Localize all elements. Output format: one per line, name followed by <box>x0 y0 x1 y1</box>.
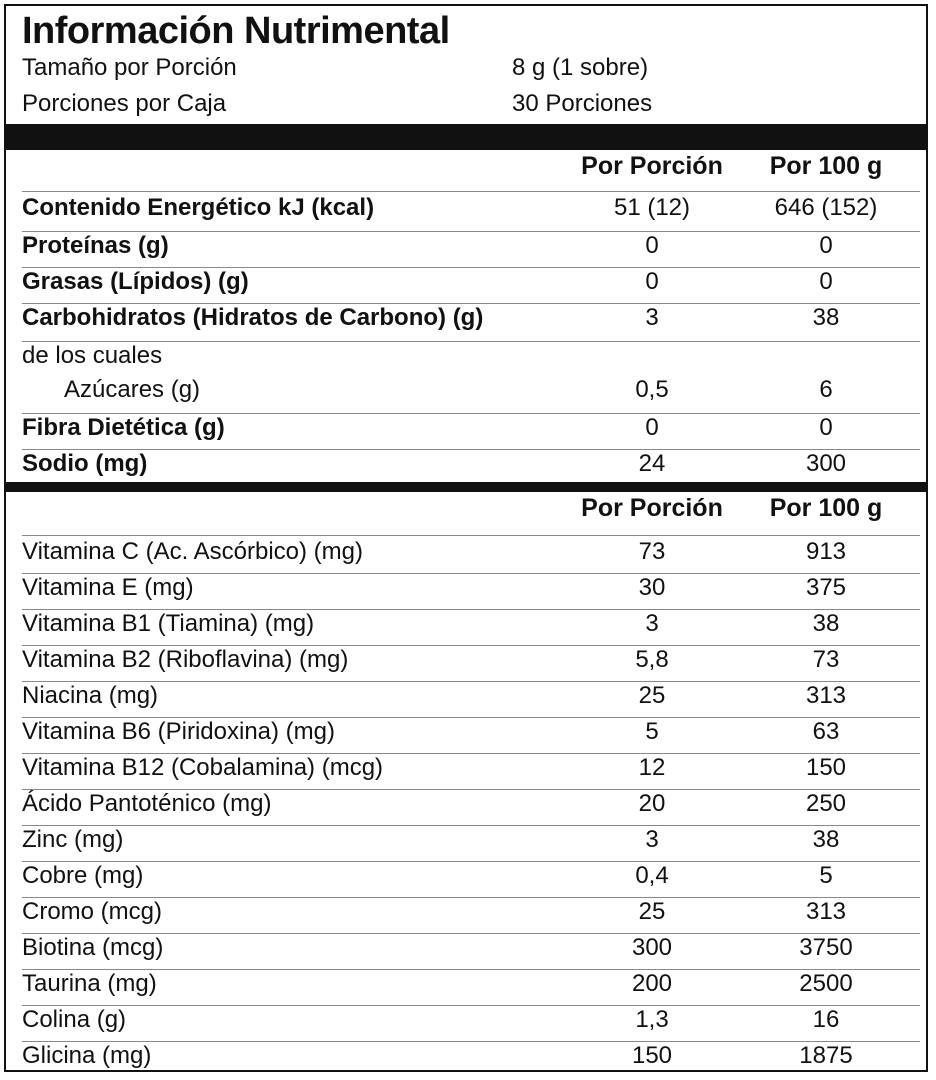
vitamin-row <box>22 826 920 862</box>
column-header-per-100g: Por 100 g <box>769 494 883 522</box>
servings-per-box-value: 30 Porciones <box>512 90 653 117</box>
per-serving-value: 5 <box>645 718 659 745</box>
column-header-row <box>22 494 920 536</box>
vitamin-row <box>22 934 920 970</box>
vitamin-row <box>22 1006 920 1042</box>
per-100g-value: 313 <box>805 898 847 925</box>
per-serving-value: 3 <box>645 610 659 637</box>
vitamin-row <box>22 862 920 898</box>
per-100g-value: 300 <box>805 450 847 477</box>
macro-row <box>22 450 920 482</box>
row-label: Colina (g) <box>22 1006 127 1033</box>
row-label: Fibra Dietética (g) <box>22 414 225 441</box>
serving-size-label: Tamaño por Porción <box>22 54 237 81</box>
per-serving-value: 73 <box>638 538 666 565</box>
vitamin-row <box>22 718 920 754</box>
per-100g-value: 38 <box>812 826 840 853</box>
per-100g-value: 38 <box>812 304 840 331</box>
vitamin-row <box>22 574 920 610</box>
vitamin-row <box>22 970 920 1006</box>
servings-per-box-label: Porciones por Caja <box>22 90 227 117</box>
macro-row <box>22 414 920 450</box>
per-serving-value: 3 <box>645 826 659 853</box>
per-100g-value: 313 <box>805 682 847 709</box>
per-100g-value: 913 <box>805 538 847 565</box>
column-header-row <box>22 152 920 192</box>
row-label: Cromo (mcg) <box>22 898 163 925</box>
per-100g-value: 646 (152) <box>774 194 878 221</box>
row-label: Proteínas (g) <box>22 232 169 259</box>
per-serving-value: 25 <box>638 682 666 709</box>
per-100g-value: 375 <box>805 574 847 601</box>
per-100g-value: 6 <box>819 376 833 403</box>
per-serving-value: 0,5 <box>635 376 669 403</box>
per-serving-value: 20 <box>638 790 666 817</box>
row-label: Taurina (mg) <box>22 970 157 997</box>
macro-row <box>22 194 920 232</box>
row-label: Vitamina B6 (Piridoxina) (mg) <box>22 718 335 745</box>
per-100g-value: 73 <box>812 646 840 673</box>
per-100g-value: 1875 <box>799 1042 853 1069</box>
per-100g-value: 0 <box>819 232 833 259</box>
per-serving-value: 25 <box>638 898 666 925</box>
per-100g-value: 3750 <box>799 934 853 961</box>
row-label: Cobre (mg) <box>22 862 144 889</box>
vitamin-row <box>22 682 920 718</box>
macro-row <box>22 304 920 342</box>
per-serving-value: 30 <box>638 574 666 601</box>
per-100g-value: 0 <box>819 414 833 441</box>
row-label: Azúcares (g) <box>64 376 201 403</box>
section-divider-bar <box>6 482 926 492</box>
row-label: Niacina (mg) <box>22 682 159 709</box>
per-100g-value: 16 <box>812 1006 840 1033</box>
vitamin-row <box>22 538 920 574</box>
per-100g-value: 63 <box>812 718 840 745</box>
per-serving-value: 0 <box>645 232 659 259</box>
serving-size-row <box>22 54 649 82</box>
row-label: Vitamina B12 (Cobalamina) (mcg) <box>22 754 384 781</box>
row-label: Sodio (mg) <box>22 450 148 477</box>
panel-title: Información Nutrimental <box>22 10 450 52</box>
serving-size-value: 8 g (1 sobre) <box>512 54 649 81</box>
per-100g-value: 38 <box>812 610 840 637</box>
vitamin-row <box>22 898 920 934</box>
per-serving-value: 3 <box>645 304 659 331</box>
vitamin-row <box>22 1042 920 1078</box>
row-label: Zinc (mg) <box>22 826 124 853</box>
macro-row <box>22 268 920 304</box>
per-100g-value: 250 <box>805 790 847 817</box>
per-serving-value: 200 <box>631 970 673 997</box>
row-label: Glicina (mg) <box>22 1042 152 1069</box>
per-100g-value: 2500 <box>799 970 853 997</box>
servings-per-box-row <box>22 90 653 118</box>
per-serving-value: 5,8 <box>635 646 669 673</box>
row-label: Grasas (Lípidos) (g) <box>22 268 249 295</box>
row-label: de los cuales <box>22 342 163 369</box>
per-serving-value: 1,3 <box>635 1006 669 1033</box>
nutrition-facts-panel <box>4 4 928 1072</box>
row-label: Vitamina B1 (Tiamina) (mg) <box>22 610 315 637</box>
macro-row <box>22 232 920 268</box>
macro-row <box>22 342 920 376</box>
per-serving-value: 12 <box>638 754 666 781</box>
section-divider-bar <box>6 124 926 150</box>
per-serving-value: 300 <box>631 934 673 961</box>
column-header-per-serving: Por Porción <box>581 152 723 180</box>
per-serving-value: 0,4 <box>635 862 669 889</box>
per-serving-value: 0 <box>645 414 659 441</box>
vitamin-row <box>22 646 920 682</box>
per-100g-value: 5 <box>819 862 833 889</box>
per-100g-value: 150 <box>805 754 847 781</box>
vitamin-row <box>22 754 920 790</box>
per-serving-value: 150 <box>631 1042 673 1069</box>
row-label: Contenido Energético kJ (kcal) <box>22 194 375 221</box>
per-serving-value: 24 <box>638 450 666 477</box>
row-label: Vitamina B2 (Riboflavina) (mg) <box>22 646 349 673</box>
vitamin-row <box>22 610 920 646</box>
per-100g-value: 0 <box>819 268 833 295</box>
row-label: Vitamina C (Ac. Ascórbico) (mg) <box>22 538 363 565</box>
per-serving-value: 0 <box>645 268 659 295</box>
macro-row <box>22 376 920 414</box>
vitamin-row <box>22 790 920 826</box>
row-label: Biotina (mcg) <box>22 934 164 961</box>
row-label: Ácido Pantoténico (mg) <box>22 790 272 817</box>
column-header-per-100g: Por 100 g <box>769 152 883 180</box>
row-label: Vitamina E (mg) <box>22 574 194 601</box>
row-label: Carbohidratos (Hidratos de Carbono) (g) <box>22 304 484 331</box>
per-serving-value: 51 (12) <box>613 194 691 221</box>
column-header-per-serving: Por Porción <box>581 494 723 522</box>
